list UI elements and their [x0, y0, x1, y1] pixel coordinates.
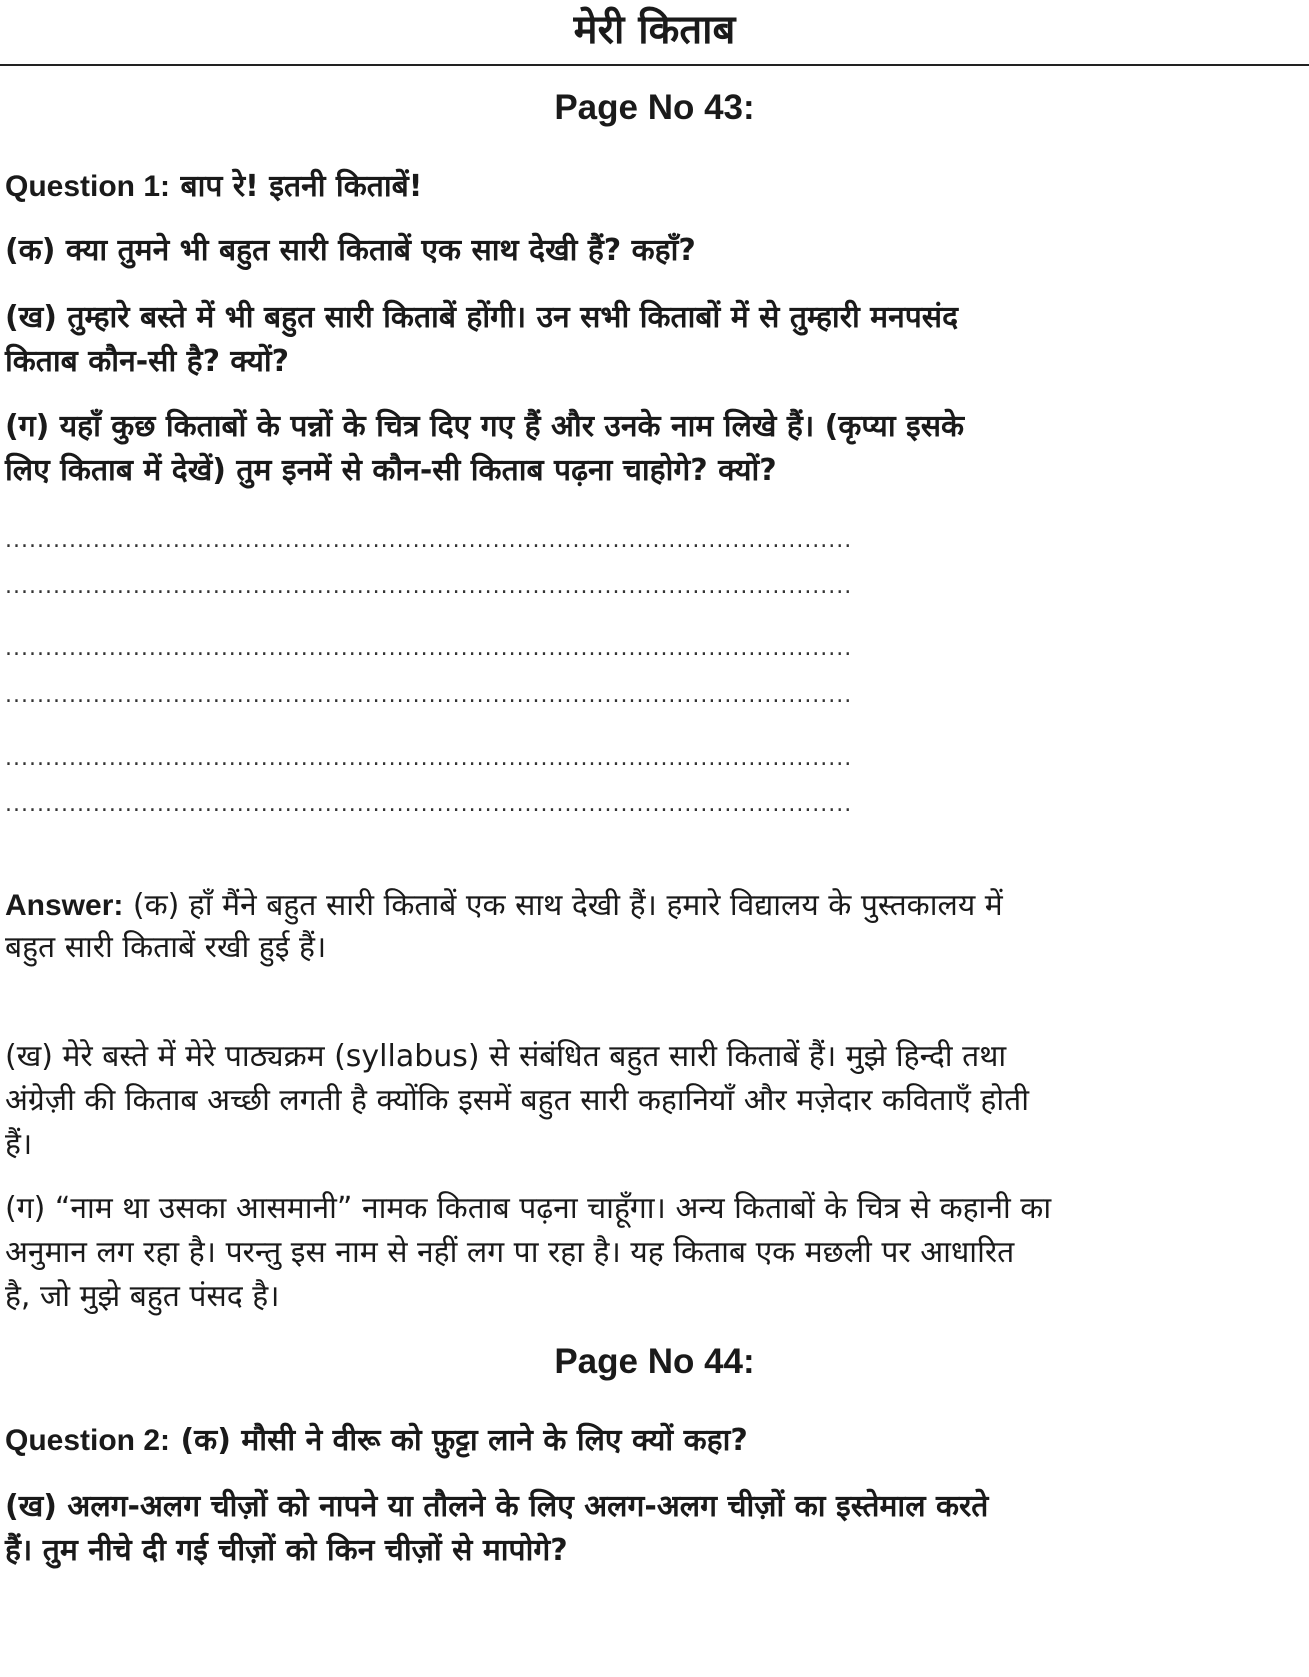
answer-1-kha-line-3: हैं।	[5, 1127, 33, 1162]
question-1-kha-line-1: (ख) तुम्हारे बस्ते में भी बहुत सारी किताबें होंगी। उन सभी किताबों में से तुम्हारी मनपसंद	[5, 300, 959, 335]
answer-1-ga-line-1: (ग) “नाम था उसका आसमानी” नामक किताब पढ़ना चाहूँगा। अन्य किताबों के चित्र से कहानी का	[5, 1191, 1052, 1226]
answer-blank-line: ..........................................................................................................	[5, 528, 853, 553]
answer-blank-line: ..........................................................................................................	[5, 746, 853, 771]
question-1-ga-line-1: (ग) यहाँ कुछ किताबों के पन्नों के चित्र दिए गए हैं और उनके नाम लिखे हैं। (कृप्या इसके	[5, 409, 965, 444]
page-43-heading: Page No 43:	[554, 88, 755, 127]
question-2-kha-line-2: हैं। तुम नीचे दी गई चीज़ों को किन चीज़ों से मापोगे?	[5, 1533, 568, 1568]
answer-blank-line: ..........................................................................................................	[5, 792, 853, 817]
question-1-label: Question 1:	[5, 170, 171, 203]
answer-1-ka-line-1	[5, 883, 1295, 929]
question-1-text: बाप रे! इतनी किताबें!	[170, 169, 423, 204]
question-2-ka	[5, 1418, 1295, 1464]
answer-1-kha-line-2: अंग्रेज़ी की किताब अच्छी लगती है क्योंकि इसमें बहुत सारी कहानियाँ और मज़ेदार कविताएँ होती	[5, 1083, 1029, 1118]
page-44-heading: Page No 44:	[554, 1342, 755, 1381]
answer-1-ka-text: (क) हाँ मैंने बहुत सारी किताबें एक साथ देखी हैं। हमारे विद्यालय के पुस्तकालय में	[123, 888, 1003, 923]
answer-1-ka-line-2: बहुत सारी किताबें रखी हुई हैं।	[5, 930, 327, 965]
question-1-kha-line-2: किताब कौन-सी है? क्यों?	[5, 344, 290, 379]
answer-1-kha-line-1: (ख) मेरे बस्ते में मेरे पाठ्यक्रम (syllabus) से संबंधित बहुत सारी किताबें हैं। मुझे हिन्दी तथा	[5, 1039, 1007, 1074]
page-title: मेरी किताब	[573, 7, 736, 53]
answer-1-ga-line-2: अनुमान लग रहा है। परन्तु इस नाम से नहीं लग पा रहा है। यह किताब एक मछली पर आधारित	[5, 1235, 1015, 1270]
title-divider	[0, 64, 1309, 66]
question-1-ka: (क) क्या तुमने भी बहुत सारी किताबें एक साथ देखी हैं? कहाँ?	[5, 233, 696, 268]
question-1	[5, 164, 1295, 210]
answer-blank-line: ..........................................................................................................	[5, 636, 853, 661]
answer-blank-line: ..........................................................................................................	[5, 683, 853, 708]
answer-1-ga-line-3: है, जो मुझे बहुत पंसद है।	[5, 1279, 280, 1314]
question-2-label: Question 2:	[5, 1424, 171, 1457]
question-2-kha-line-1: (ख) अलग-अलग चीज़ों को नापने या तौलने के लिए अलग-अलग चीज़ों का इस्तेमाल करते	[5, 1489, 989, 1524]
answer-1-label: Answer:	[5, 889, 124, 922]
question-1-ga-line-2: लिए किताब में देखें) तुम इनमें से कौन-सी किताब पढ़ना चाहोगे? क्यों?	[5, 453, 777, 488]
answer-blank-line: ..........................................................................................................	[5, 574, 853, 599]
question-2-ka-text: (क) मौसी ने वीरू को फ़ुट्टा लाने के लिए क्यों कहा?	[170, 1423, 748, 1458]
